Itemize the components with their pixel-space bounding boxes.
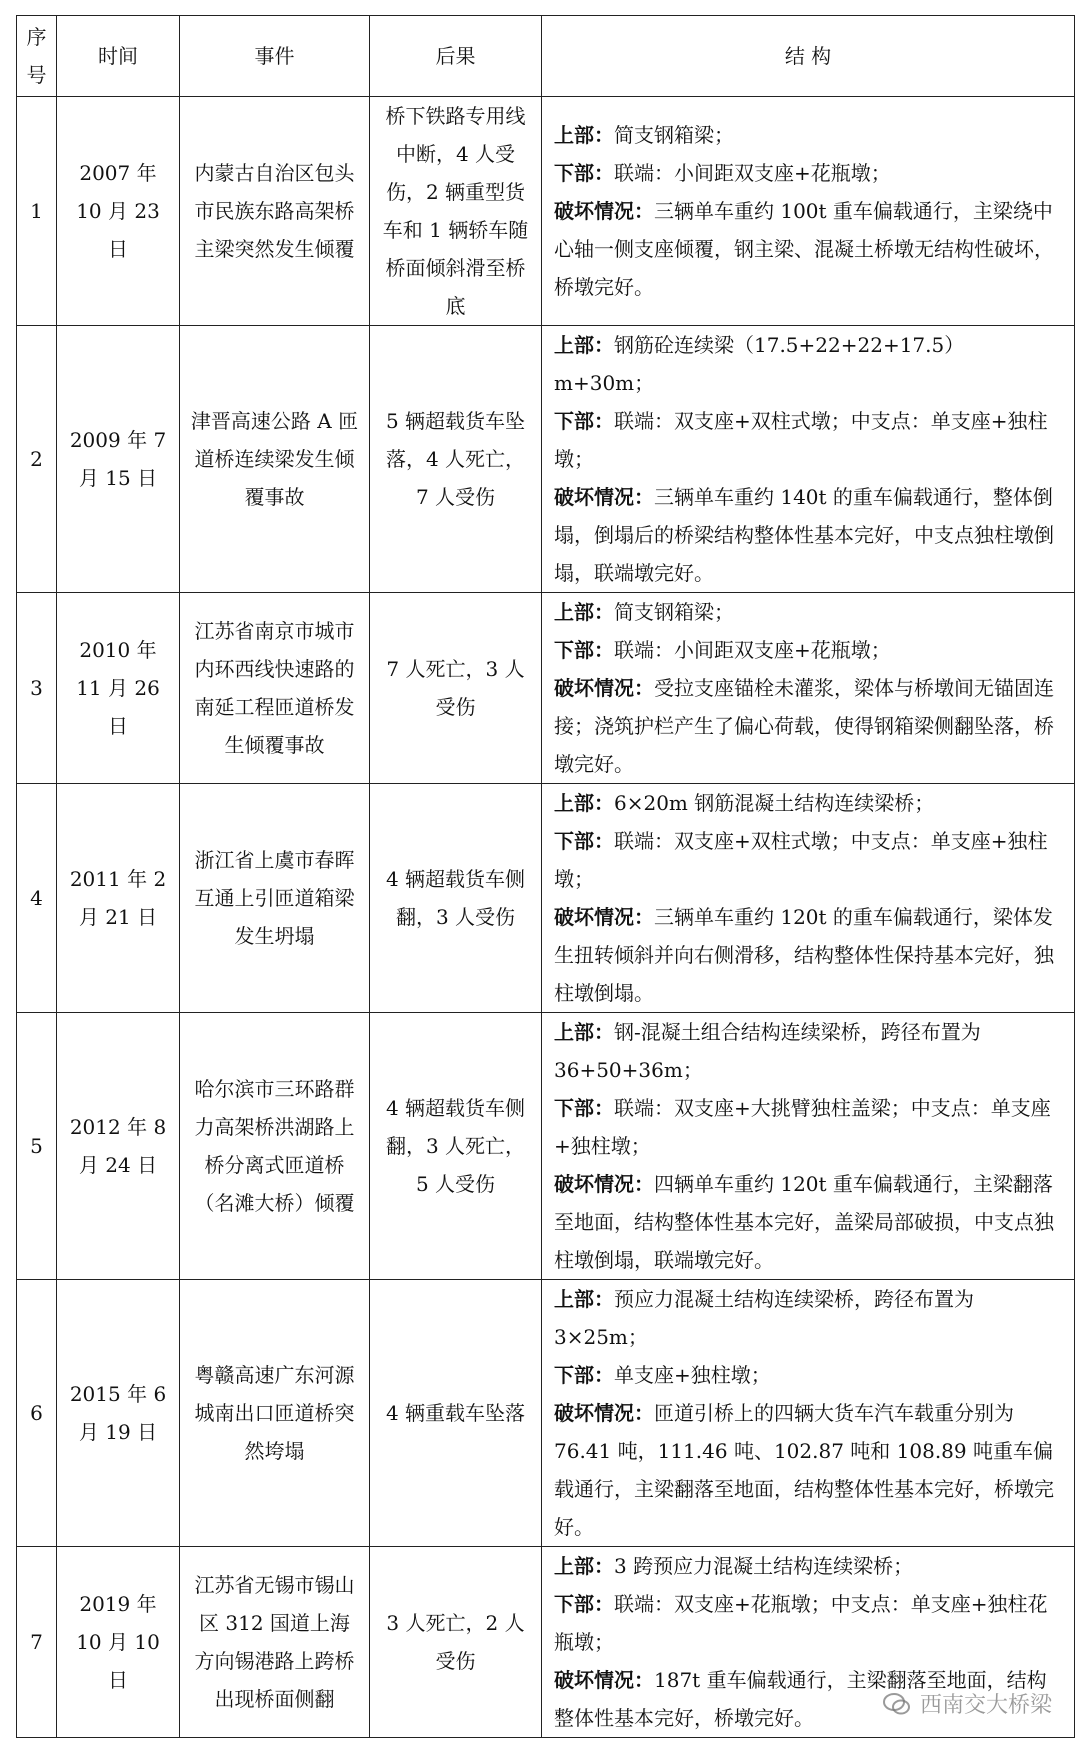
label-lower: 下部： [554,1363,614,1387]
structure-upper [554,1280,1062,1356]
upper-text: 3 跨预应力混凝土结构连续梁桥； [614,1554,914,1578]
structure-damage [554,478,1062,592]
lower-text: 联端：小间距双支座+花瓶墩； [614,638,891,662]
damage-text: 三辆单车重约 100t 重车偏载通行，主梁绕中心轴一侧支座倾覆，钢主梁、混凝土桥墩无结构性破坏，桥墩完好。 [554,199,1054,299]
label-upper: 上部： [554,1554,614,1578]
structure-damage [554,1394,1062,1546]
cell-time: 2015 年 6 月 19 日 [57,1280,180,1547]
lower-text: 联端：双支座+大挑臂独柱盖梁；中支点：单支座+独柱墩； [554,1096,1051,1158]
structure-damage [554,669,1062,783]
label-lower: 下部： [554,638,614,662]
label-upper: 上部： [554,1020,614,1044]
label-upper: 上部： [554,791,614,815]
cell-time: 2010 年 11 月 26 日 [57,593,180,784]
structure-upper [554,593,1062,631]
cell-event: 内蒙古自治区包头市民族东路高架桥主梁突然发生倾覆 [180,97,370,326]
structure-lower [554,1089,1062,1165]
lower-text: 联端：双支座+双柱式墩；中支点：单支座+独柱墩； [554,409,1048,471]
cell-seq: 7 [17,1547,57,1738]
cell-seq: 1 [17,97,57,326]
lower-text: 联端：小间距双支座+花瓶墩； [614,161,891,185]
cell-result: 5 辆超载货车坠落，4 人死亡，7 人受伤 [370,326,542,593]
structure-lower [554,1356,1062,1394]
upper-text: 6×20m 钢筋混凝土结构连续梁桥； [614,791,935,815]
cell-result: 4 辆超载货车侧翻，3 人死亡，5 人受伤 [370,1013,542,1280]
label-upper: 上部： [554,123,614,147]
table-row [17,326,1075,593]
upper-text: 钢筋砼连续梁（17.5+22+22+17.5）m+30m； [554,333,965,395]
label-lower: 下部： [554,1096,614,1120]
structure-damage [554,1165,1062,1279]
label-upper: 上部： [554,1287,614,1311]
structure-upper [554,326,1062,402]
cell-seq: 6 [17,1280,57,1547]
label-damage: 破坏情况： [554,1401,654,1425]
cell-structure [542,1280,1075,1547]
structure-lower [554,402,1062,478]
table-row [17,593,1075,784]
structure-lower [554,1585,1062,1661]
header-structure: 结 构 [542,16,1075,97]
damage-text: 三辆单车重约 120t 的重车偏载通行，梁体发生扭转倾斜并向右侧滑移，结构整体性保持基本完好，独柱墩倒塌。 [554,905,1054,1005]
structure-lower [554,154,1062,192]
lower-text: 单支座+独柱墩； [614,1363,771,1387]
cell-seq: 3 [17,593,57,784]
label-lower: 下部： [554,829,614,853]
header-row [17,16,1075,97]
label-upper: 上部： [554,600,614,624]
damage-text: 三辆单车重约 140t 的重车偏载通行，整体倒塌，倒塌后的桥梁结构整体性基本完好，中支点独柱墩倒塌，联端墩完好。 [554,485,1054,585]
header-result: 后果 [370,16,542,97]
upper-text: 简支钢箱梁； [614,123,734,147]
label-damage: 破坏情况： [554,1172,654,1196]
cell-result: 7 人死亡，3 人受伤 [370,593,542,784]
damage-text: 187t 重车偏载通行，主梁翻落至地面，结构整体性基本完好，桥墩完好。 [554,1668,1047,1730]
cell-result: 3 人死亡，2 人受伤 [370,1547,542,1738]
upper-text: 简支钢箱梁； [614,600,734,624]
structure-upper [554,1547,1062,1585]
label-damage: 破坏情况： [554,199,654,223]
cell-structure [542,326,1075,593]
structure-damage [554,192,1062,306]
label-lower: 下部： [554,161,614,185]
cell-event: 粤赣高速广东河源城南出口匝道桥突然垮塌 [180,1280,370,1547]
header-event: 事件 [180,16,370,97]
upper-text: 钢-混凝土组合结构连续梁桥，跨径布置为 36+50+36m； [554,1020,981,1082]
cell-event: 津晋高速公路 A 匝道桥连续梁发生倾覆事故 [180,326,370,593]
damage-text: 受拉支座锚栓未灌浆，梁体与桥墩间无锚固连接；浇筑护栏产生了偏心荷载，使得钢箱梁侧翻坠落，桥墩完好。 [554,676,1054,776]
label-lower: 下部： [554,409,614,433]
cell-time: 2009 年 7 月 15 日 [57,326,180,593]
cell-structure [542,1013,1075,1280]
table-row [17,784,1075,1013]
watermark [882,1688,1052,1719]
cell-result: 4 辆超载货车侧翻，3 人受伤 [370,784,542,1013]
lower-text: 联端：双支座+花瓶墩；中支点：单支座+独柱花瓶墩； [554,1592,1048,1654]
header-time: 时间 [57,16,180,97]
structure-lower [554,822,1062,898]
cell-event: 江苏省南京市城市内环西线快速路的南延工程匝道桥发生倾覆事故 [180,593,370,784]
cell-structure [542,97,1075,326]
cell-result: 4 辆重载车坠落 [370,1280,542,1547]
structure-upper [554,784,1062,822]
upper-text: 预应力混凝土结构连续梁桥，跨径布置为 3×25m； [554,1287,974,1349]
table-row [17,97,1075,326]
cell-time: 2012 年 8 月 24 日 [57,1013,180,1280]
accident-table [16,15,1075,1738]
lower-text: 联端：双支座+双柱式墩；中支点：单支座+独柱墩； [554,829,1048,891]
cell-event: 浙江省上虞市春晖互通上引匝道箱梁发生坍塌 [180,784,370,1013]
cell-event: 江苏省无锡市锡山区 312 国道上海方向锡港路上跨桥出现桥面侧翻 [180,1547,370,1738]
table-row [17,1280,1075,1547]
table-row [17,1013,1075,1280]
wechat-icon [882,1689,912,1719]
cell-structure [542,784,1075,1013]
cell-structure [542,593,1075,784]
label-damage: 破坏情况： [554,1668,654,1692]
cell-seq: 5 [17,1013,57,1280]
structure-lower [554,631,1062,669]
cell-seq: 2 [17,326,57,593]
cell-seq: 4 [17,784,57,1013]
damage-text: 四辆单车重约 120t 重车偏载通行，主梁翻落至地面，结构整体性基本完好，盖梁局部破损，中支点独柱墩倒塌，联端墩完好。 [554,1172,1054,1272]
label-lower: 下部： [554,1592,614,1616]
cell-time: 2007 年 10 月 23 日 [57,97,180,326]
structure-upper [554,116,1062,154]
cell-time: 2011 年 2 月 21 日 [57,784,180,1013]
cell-event: 哈尔滨市三环路群力高架桥洪湖路上桥分离式匝道桥（名滩大桥）倾覆 [180,1013,370,1280]
watermark-text: 西南交大桥梁 [919,1693,1052,1718]
label-upper: 上部： [554,333,614,357]
cell-time: 2019 年 10 月 10 日 [57,1547,180,1738]
structure-damage [554,898,1062,1012]
label-damage: 破坏情况： [554,676,654,700]
cell-result: 桥下铁路专用线中断，4 人受伤，2 辆重型货车和 1 辆轿车随桥面倾斜滑至桥底 [370,97,542,326]
header-seq: 序号 [17,16,57,97]
label-damage: 破坏情况： [554,485,654,509]
damage-text: 匝道引桥上的四辆大货车汽车载重分别为 76.41 吨，111.46 吨、102.87 吨和 108.89 吨重车偏载通行，主梁翻落至地面，结构整体性基本完好，桥墩完好。 [554,1401,1054,1539]
label-damage: 破坏情况： [554,905,654,929]
structure-upper [554,1013,1062,1089]
